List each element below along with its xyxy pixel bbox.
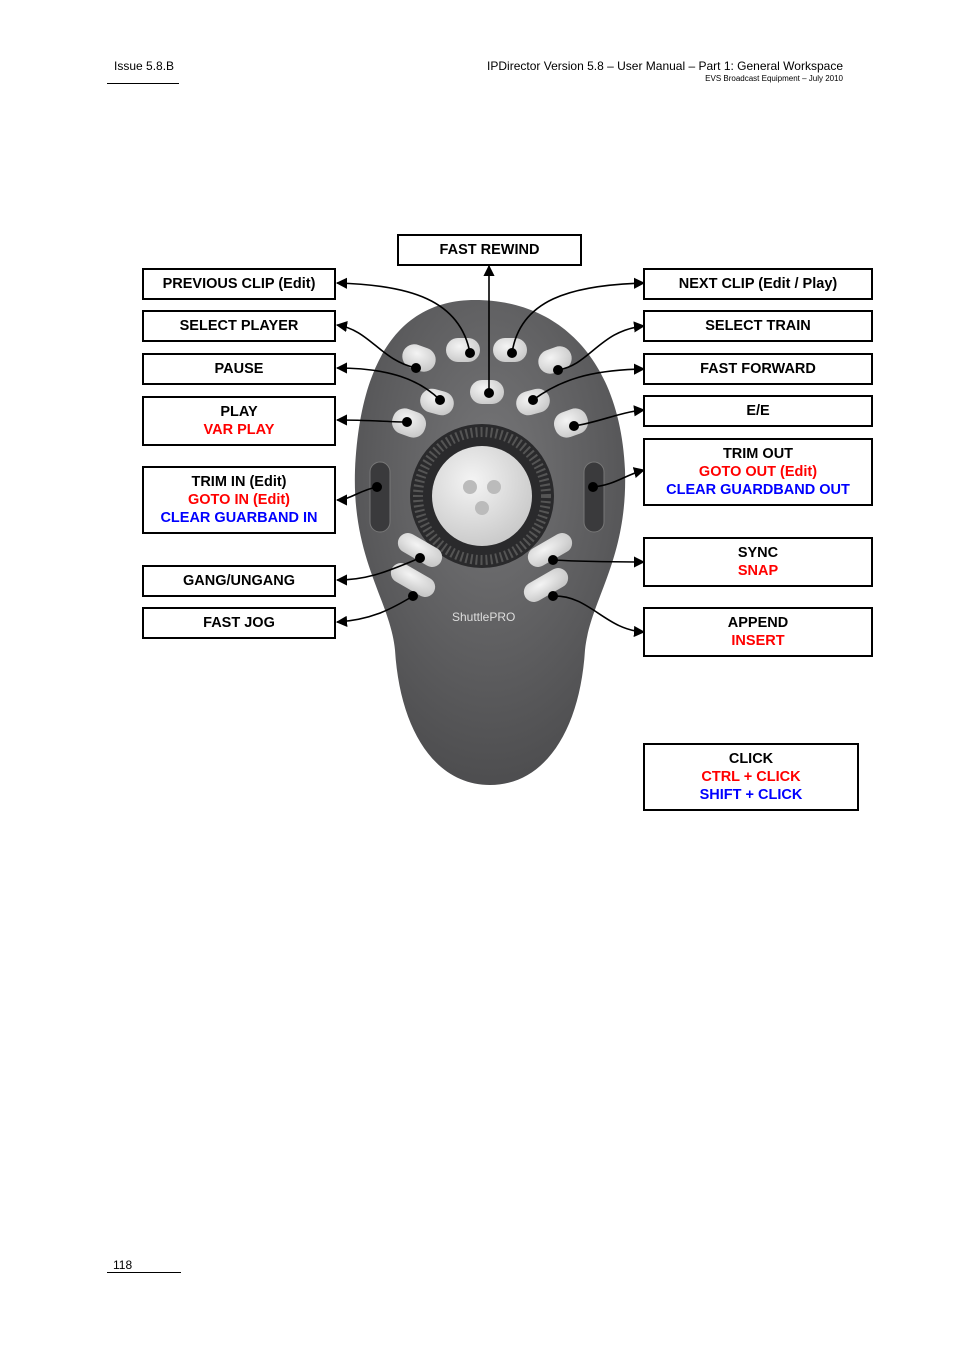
label-play: [142, 396, 336, 446]
label-previous-clip: [142, 268, 336, 300]
legend-line2: CTRL + CLICK: [701, 769, 801, 785]
label-gang: [142, 565, 336, 597]
label-pause: [142, 353, 336, 385]
label-fast-rewind-text: FAST REWIND: [439, 242, 540, 258]
label-play-line2: VAR PLAY: [203, 422, 275, 438]
label-pause-text: PAUSE: [214, 361, 264, 377]
label-ee-text: E/E: [746, 403, 770, 419]
label-trim-out-line2: GOTO OUT (Edit): [698, 464, 818, 480]
label-fast-jog-text: FAST JOG: [203, 615, 275, 631]
label-select-train-text: SELECT TRAIN: [705, 318, 811, 334]
label-sync-line2: SNAP: [737, 563, 779, 579]
label-next-clip-text: NEXT CLIP (Edit / Play): [678, 276, 838, 292]
legend-line1: CLICK: [728, 751, 774, 767]
label-fast-rewind: [397, 234, 582, 266]
label-select-player-text: SELECT PLAYER: [179, 318, 299, 334]
legend-box: [643, 743, 859, 811]
label-gang-text: GANG/UNGANG: [183, 573, 295, 589]
label-trim-in-line3: CLEAR GUARBAND IN: [160, 510, 318, 526]
label-select-player: [142, 310, 336, 342]
label-ee: [643, 395, 873, 427]
label-select-train: [643, 310, 873, 342]
page-number: 118: [113, 1258, 133, 1272]
label-trim-out: [643, 438, 873, 506]
issue-label: Issue 5.8.B: [114, 59, 175, 73]
label-fast-jog: [142, 607, 336, 639]
label-sync: [643, 537, 873, 587]
document-subtitle: EVS Broadcast Equipment – July 2010: [705, 74, 843, 83]
label-sync-line1: SYNC: [737, 545, 779, 561]
label-trim-out-line1: TRIM OUT: [722, 446, 794, 462]
label-trim-in-line1: TRIM IN (Edit): [191, 474, 287, 490]
footer-rule: [107, 1272, 181, 1273]
label-previous-clip-text: PREVIOUS CLIP (Edit): [162, 276, 316, 292]
label-next-clip: [643, 268, 873, 300]
label-fast-forward-text: FAST FORWARD: [700, 361, 816, 377]
label-append: [643, 607, 873, 657]
label-append-line2: INSERT: [731, 633, 785, 649]
label-trim-in: [142, 466, 336, 534]
label-trim-in-line2: GOTO IN (Edit): [187, 492, 291, 508]
document-title: IPDirector Version 5.8 – User Manual – Part 1: General Workspace: [487, 59, 843, 73]
label-trim-out-line3: CLEAR GUARDBAND OUT: [666, 482, 850, 498]
legend-line3: SHIFT + CLICK: [699, 787, 803, 803]
label-append-line1: APPEND: [727, 615, 789, 631]
device-brand-logo: ShuttlePRO: [452, 610, 516, 624]
label-fast-forward: [643, 353, 873, 385]
label-play-line1: PLAY: [220, 404, 258, 420]
